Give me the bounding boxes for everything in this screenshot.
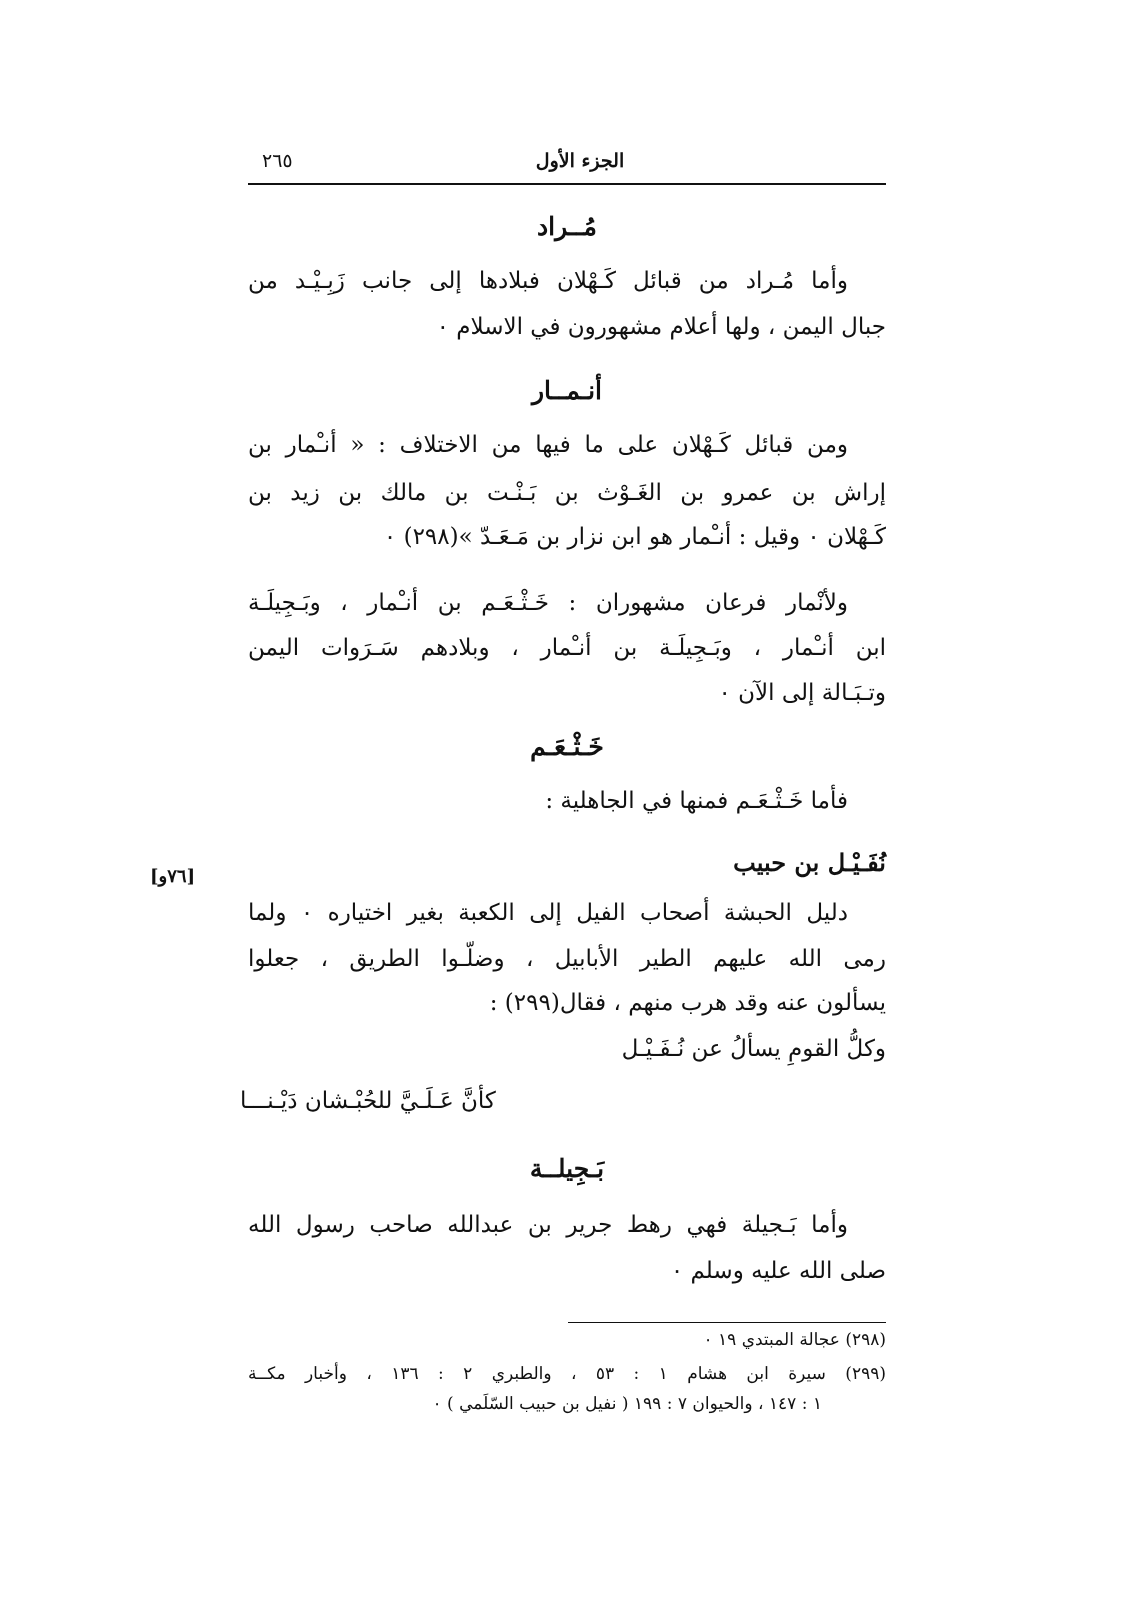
margin-folio-reference: [٧٦و] [150,866,196,887]
verse-hemistich-second: كأنَّ عَـلَـيَّ للحُبْـشان دَيْـنـــا [240,1088,496,1114]
text-line: وأما مُـراد من قبائل كَـهْلان فبلادها إلى جانب زَبِـيْـد من [248,268,848,294]
text-line: إراش بن عمرو بن الغَـوْث بن بَـنْـت بن مالك بن زيد بن [248,480,886,506]
footnote-continuation: ١ : ١٤٧ ، والحيوان ٧ : ١٩٩ ( نفيل بن حبيب السّلَمي ) ٠ [432,1394,822,1414]
footnote-rule [568,1322,886,1323]
page-number: ٢٦٥ [262,150,293,172]
verse-hemistich-first: وكلُّ القومِ يسألُ عن نُـفَـيْـل [621,1036,886,1062]
header-rule [248,183,886,185]
footnote: (٢٩٩) سيرة ابن هشام ١ : ٥٣ ، والطبري ٢ : ١٣٦ ، وأخبار مكــة [248,1364,886,1384]
text-line: وأما بَـجيلة فهي رهط جرير بن عبدالله صاحب رسول الله [248,1212,848,1238]
section-heading-anmar: أنـمــار [531,376,603,405]
text-line: صلى الله عليه وسلم ٠ [670,1258,886,1284]
text-line: ومن قبائل كَـهْلان على ما فيها من الاختلاف : « أنـْمار بن [248,432,848,458]
text-line: يسألون عنه وقد هرب منهم ، فقال(٢٩٩) : [489,990,886,1016]
text-line: فأما خَـثْـعَـم فمنها في الجاهلية : [545,788,848,814]
section-heading-bajila: بَـجِيلــة [529,1154,605,1183]
text-line: رمى الله عليهم الطير الأبابيل ، وضلّـوا الطريق ، جعلوا [248,946,886,972]
person-name-heading: نُفَـيْـل بن حبيب [733,848,886,877]
text-line: ابن أنـْمار ، وبَـجِيلَـة بن أنـْمار ، وبلادهم سَـرَوات اليمن [248,635,886,661]
footnote: (٢٩٨) عجالة المبتدي ١٩ ٠ [703,1330,886,1350]
text-line: كَـهْلان ٠ وقيل : أنـْمار هو ابن نزار بن مَـعَـدّ »(٢٩٨) ٠ [383,524,886,550]
running-header-title: الجزء الأول [535,150,625,172]
text-line: جبال اليمن ، ولها أعلام مشهورون في الاسلام ٠ [436,314,886,340]
text-line: وتـبَـالة إلى الآن ٠ [718,680,886,706]
section-heading-khatham: خَـثْـعَـم [530,732,604,761]
section-heading-murad: مُــراد [537,212,597,241]
text-line: ولأنْمار فرعان مشهوران : خَـثْـعَـم بن أنـْمار ، وبَـجِيلَـة [248,590,848,616]
text-line: دليل الحبشة أصحاب الفيل إلى الكعبة بغير اختياره ٠ ولما [248,900,848,926]
